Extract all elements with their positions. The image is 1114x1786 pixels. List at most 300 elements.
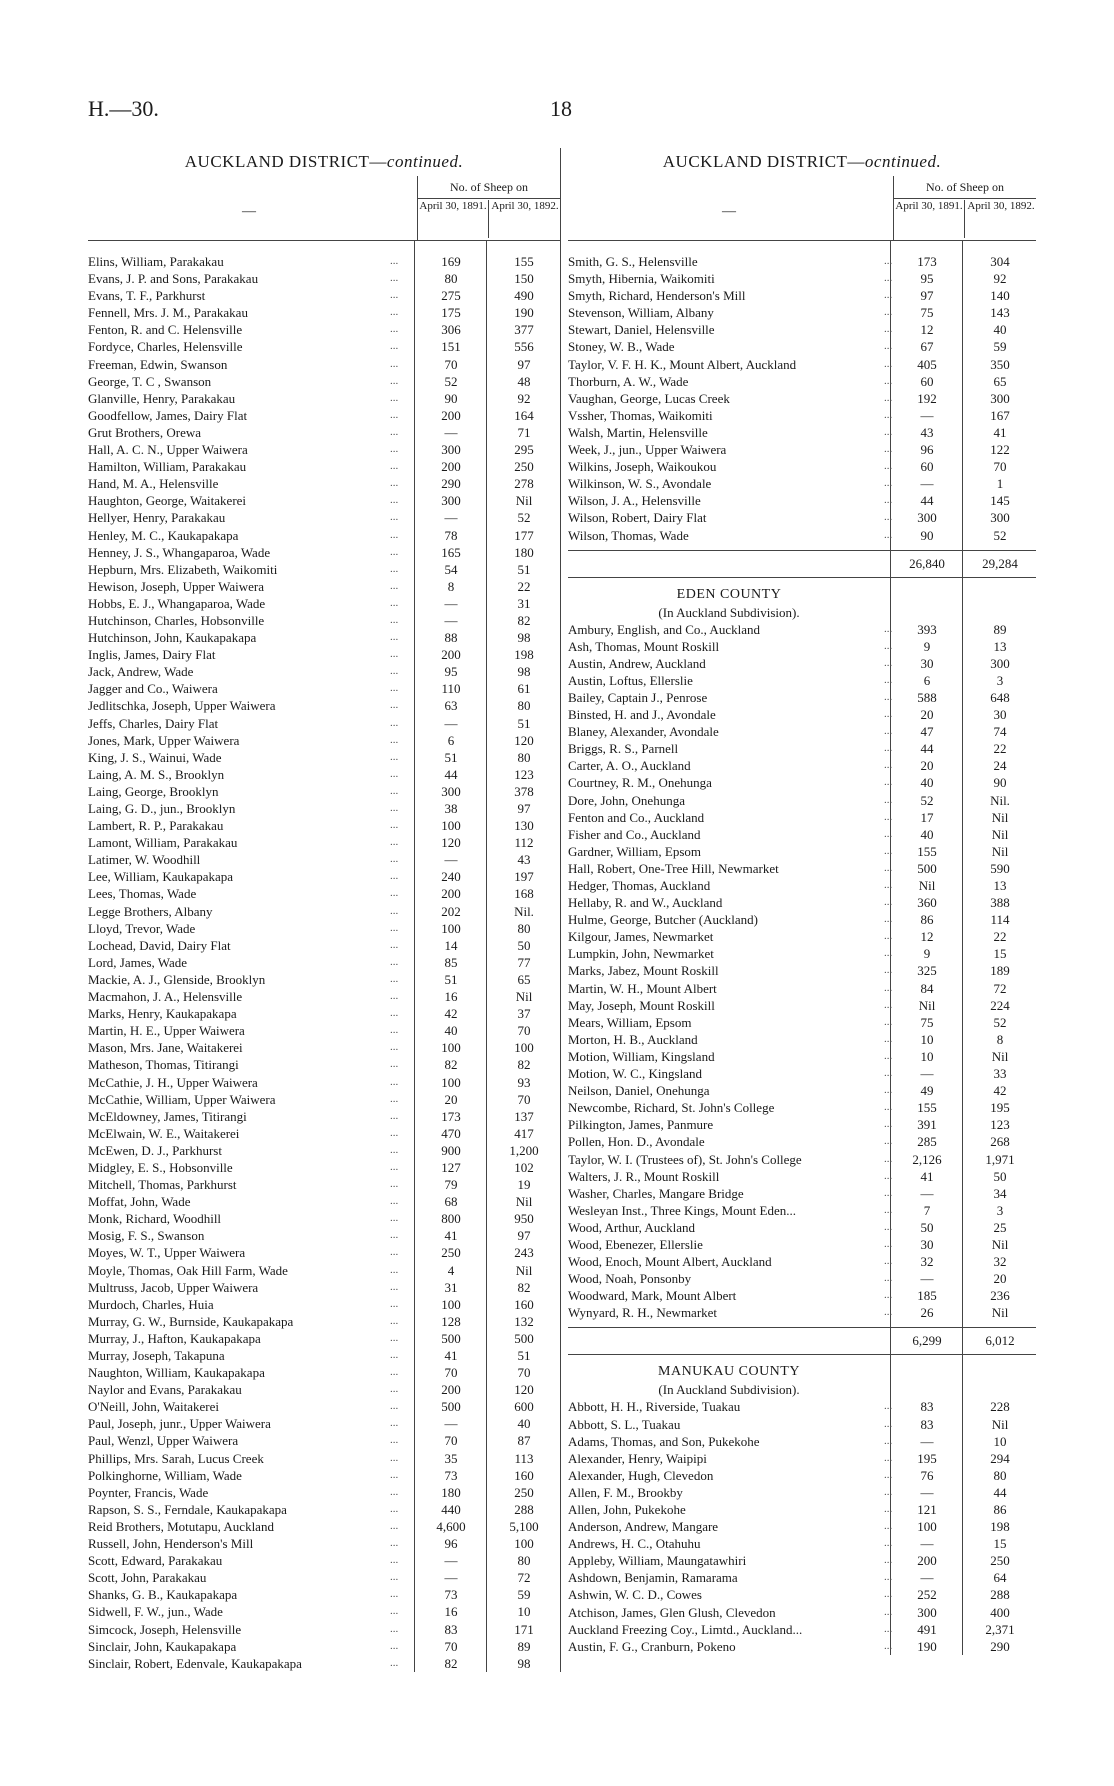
leader-dots: ... bbox=[390, 1143, 399, 1156]
leader-dots: ... bbox=[884, 1049, 893, 1062]
leader-dots: ... bbox=[390, 425, 399, 438]
sheep-1891: Nil bbox=[918, 878, 936, 893]
leader-dots: ... bbox=[884, 511, 893, 524]
sheep-1892: 65 bbox=[517, 971, 531, 987]
sheep-1891: 195 bbox=[917, 1450, 937, 1466]
right-table-body bbox=[568, 241, 1036, 1655]
leader-dots: ... bbox=[884, 1255, 893, 1268]
owner-name: Wood, Arthur, Auckland bbox=[568, 1219, 695, 1235]
sheep-1892: 80 bbox=[517, 698, 531, 714]
leader-dots: ... bbox=[390, 870, 399, 883]
table-row bbox=[88, 612, 560, 629]
sheep-1891: 100 bbox=[441, 1040, 461, 1056]
sheep-1891: 90 bbox=[444, 390, 458, 406]
sheep-1891: — bbox=[444, 715, 458, 731]
table-row bbox=[568, 1621, 1036, 1638]
right-column-title: AUCKLAND DISTRICT—ocntinued. bbox=[662, 152, 942, 171]
table-row bbox=[568, 475, 1036, 492]
owner-name: Auckland Freezing Coy., Limtd., Auckland... bbox=[568, 1621, 803, 1637]
sheep-1891: 49 bbox=[920, 1083, 934, 1099]
table-row bbox=[88, 834, 560, 851]
sheep-1892: 31 bbox=[517, 595, 531, 611]
sheep-1892: 70 bbox=[517, 1023, 531, 1039]
owner-name: Stewart, Daniel, Helensville bbox=[568, 322, 715, 338]
leader-dots: ... bbox=[390, 1126, 399, 1139]
sheep-1891: 41 bbox=[920, 1168, 934, 1184]
owner-name: Bailey, Captain J., Penrose bbox=[568, 689, 708, 705]
owner-name: Paul, Wenzl, Upper Waiwera bbox=[88, 1433, 239, 1449]
sheep-1891: 40 bbox=[920, 826, 934, 842]
table-row bbox=[88, 783, 560, 800]
owner-name: Pollen, Hon. D., Avondale bbox=[568, 1134, 705, 1150]
leader-dots: ... bbox=[390, 1451, 399, 1464]
table-row bbox=[568, 1398, 1036, 1415]
sheep-1891: 6 bbox=[923, 672, 931, 688]
sheep-1892: 123 bbox=[990, 1117, 1010, 1133]
leader-dots: ... bbox=[884, 844, 893, 857]
sheep-1891: 192 bbox=[917, 390, 937, 406]
table-row bbox=[568, 1450, 1036, 1467]
sheep-1891: 30 bbox=[920, 655, 934, 671]
leader-dots: ... bbox=[884, 673, 893, 686]
sheep-1892: 155 bbox=[514, 254, 534, 269]
sheep-1891: 70 bbox=[444, 356, 458, 372]
table-row bbox=[568, 877, 1036, 894]
owner-name: Freeman, Edwin, Swanson bbox=[88, 356, 228, 372]
leader-dots: ... bbox=[884, 690, 893, 703]
owner-name: Marks, Henry, Kaukapakapa bbox=[88, 1006, 237, 1022]
sheep-1892: 70 bbox=[517, 1091, 531, 1107]
leader-dots: ... bbox=[390, 1229, 399, 1242]
sheep-1891: 30 bbox=[920, 1236, 934, 1252]
table-row bbox=[568, 689, 1036, 706]
report-reference: H.—30. bbox=[88, 96, 159, 121]
owner-name: Week, J., jun., Upper Waiwera bbox=[568, 442, 727, 458]
sheep-1892: 250 bbox=[514, 1484, 534, 1500]
sheep-1891: 12 bbox=[920, 322, 934, 338]
eden-county-subtitle: (In Auckland Subdivision). bbox=[658, 604, 800, 620]
leader-dots: ... bbox=[884, 1537, 893, 1550]
sheep-1892: 15 bbox=[993, 1536, 1007, 1552]
sheep-count-header: No. of Sheep on April 30, 1891. April 30, 1892. bbox=[417, 176, 560, 240]
leader-dots: ... bbox=[884, 1186, 893, 1199]
leader-dots: ... bbox=[884, 998, 893, 1011]
leader-dots: ... bbox=[884, 793, 893, 806]
sheep-1892: 268 bbox=[990, 1134, 1010, 1150]
leader-dots: ... bbox=[884, 759, 893, 772]
table-row bbox=[568, 527, 1036, 544]
table-row bbox=[568, 356, 1036, 373]
sheep-1891: 300 bbox=[917, 1604, 937, 1620]
owner-name: Marks, Jabez, Mount Roskill bbox=[568, 963, 719, 979]
sheep-1891: — bbox=[920, 1536, 934, 1552]
leader-dots: ... bbox=[884, 861, 893, 874]
leader-dots: ... bbox=[390, 1417, 399, 1430]
sheep-1891: — bbox=[444, 424, 458, 440]
table-row bbox=[88, 287, 560, 304]
sheep-count-header: No. of Sheep on April 30, 1891. April 30, 1892. bbox=[893, 176, 1036, 240]
sheep-1891: 100 bbox=[917, 1519, 937, 1535]
sheep-1892: 140 bbox=[990, 288, 1010, 304]
owner-name: Matheson, Thomas, Titirangi bbox=[88, 1057, 239, 1073]
sheep-1892: 123 bbox=[514, 766, 534, 782]
owner-name: Martin, W. H., Mount Albert bbox=[568, 980, 717, 996]
sheep-1892: 71 bbox=[517, 424, 531, 440]
table-row bbox=[568, 1099, 1036, 1116]
table-row bbox=[88, 1210, 560, 1227]
table-row bbox=[88, 1569, 560, 1586]
sheep-1891: 202 bbox=[441, 903, 461, 919]
table-row bbox=[88, 1415, 560, 1432]
leader-dots: ... bbox=[884, 443, 893, 456]
sheep-1892: 2,371 bbox=[985, 1621, 1015, 1637]
sheep-1891: 200 bbox=[441, 1382, 461, 1398]
sheep-1891: 40 bbox=[920, 775, 934, 791]
table-row bbox=[88, 851, 560, 868]
owner-name: Blaney, Alexander, Avondale bbox=[568, 724, 719, 740]
owner-name: Inglis, James, Dairy Flat bbox=[88, 647, 216, 663]
leader-dots: ... bbox=[884, 391, 893, 404]
leader-dots: ... bbox=[390, 511, 399, 524]
sheep-1892: Nil. bbox=[514, 903, 534, 919]
sheep-1891: 500 bbox=[441, 1330, 461, 1346]
sheep-1892: 89 bbox=[993, 621, 1007, 637]
sheep-1892: 120 bbox=[514, 1382, 534, 1398]
table-row bbox=[568, 338, 1036, 355]
leader-dots: ... bbox=[390, 1622, 399, 1635]
owner-name: Hewison, Joseph, Upper Waiwera bbox=[88, 578, 264, 594]
sheep-1892: 122 bbox=[990, 442, 1010, 458]
owner-name: Scott, Edward, Parakakau bbox=[88, 1553, 223, 1569]
sheep-1891: 42 bbox=[444, 1006, 458, 1022]
leader-dots: ... bbox=[884, 1434, 893, 1447]
sheep-1891: 155 bbox=[917, 843, 937, 859]
table-row bbox=[88, 988, 560, 1005]
sheep-1891: 82 bbox=[444, 1655, 458, 1671]
sheep-1891: — bbox=[444, 1416, 458, 1432]
leader-dots: ... bbox=[884, 1451, 893, 1464]
sheep-1892: 100 bbox=[514, 1536, 534, 1552]
sheep-1892: 13 bbox=[993, 638, 1007, 654]
owner-name: Mitchell, Thomas, Parkhurst bbox=[88, 1177, 237, 1193]
table-row bbox=[568, 1501, 1036, 1518]
sheep-1891: — bbox=[444, 1553, 458, 1569]
table-row bbox=[568, 441, 1036, 458]
sheep-1891: 100 bbox=[441, 1296, 461, 1312]
owner-name: Taylor, W. I. (Trustees of), St. John's College bbox=[568, 1151, 802, 1167]
owner-name: Vaughan, George, Lucas Creek bbox=[568, 390, 730, 406]
sheep-1892: 52 bbox=[993, 1014, 1007, 1030]
owner-name: Moffat, John, Wade bbox=[88, 1194, 191, 1210]
owner-name: Pilkington, James, Panmure bbox=[568, 1117, 714, 1133]
leader-dots: ... bbox=[390, 784, 399, 797]
sheep-1891: 83 bbox=[920, 1399, 934, 1415]
table-row bbox=[88, 527, 560, 544]
sheep-1891: 128 bbox=[441, 1313, 461, 1329]
leader-dots: ... bbox=[390, 1024, 399, 1037]
owner-name: Evans, J. P. and Sons, Parakakau bbox=[88, 271, 259, 287]
table-row bbox=[568, 321, 1036, 338]
leader-dots: ... bbox=[390, 1400, 399, 1413]
table-row bbox=[568, 757, 1036, 774]
table-row bbox=[88, 1398, 560, 1415]
sheep-1892: Nil bbox=[515, 493, 533, 509]
sheep-1891: — bbox=[444, 595, 458, 611]
table-row bbox=[568, 373, 1036, 390]
leader-dots: ... bbox=[390, 887, 399, 900]
leader-dots: ... bbox=[390, 1502, 399, 1515]
sheep-1891: 85 bbox=[444, 954, 458, 970]
leader-dots: ... bbox=[884, 708, 893, 721]
table-row bbox=[568, 1638, 1036, 1655]
sheep-1891: 588 bbox=[917, 689, 937, 705]
leader-dots: ... bbox=[390, 596, 399, 609]
owner-name: Monk, Richard, Woodhill bbox=[88, 1211, 222, 1227]
page-number: 18 bbox=[550, 96, 572, 121]
leader-dots: ... bbox=[390, 1571, 399, 1584]
table-row bbox=[88, 1022, 560, 1039]
table-row bbox=[88, 373, 560, 390]
table-row bbox=[568, 1416, 1036, 1433]
table-row bbox=[88, 1432, 560, 1449]
table-row bbox=[568, 1552, 1036, 1569]
table-row bbox=[88, 492, 560, 509]
sheep-1892: 34 bbox=[993, 1185, 1007, 1201]
sheep-1892: 171 bbox=[514, 1621, 534, 1637]
sheep-1891: — bbox=[444, 510, 458, 526]
table-row bbox=[88, 1039, 560, 1056]
table-row bbox=[88, 561, 560, 578]
owner-name: Reid Brothers, Motutapu, Auckland bbox=[88, 1518, 274, 1534]
leader-dots: ... bbox=[884, 272, 893, 285]
sheep-1892: 490 bbox=[514, 288, 534, 304]
leader-dots: ... bbox=[884, 1015, 893, 1028]
sheep-1891: 200 bbox=[441, 886, 461, 902]
sheep-1891: 83 bbox=[920, 1416, 934, 1432]
sheep-1891: 173 bbox=[917, 254, 937, 269]
sheep-1891: 20 bbox=[444, 1091, 458, 1107]
manukau-county-subtitle: (In Auckland Subdivision). bbox=[658, 1382, 800, 1398]
owner-name: Sinclair, John, Kaukapakapa bbox=[88, 1638, 237, 1654]
sheep-1892: 130 bbox=[514, 818, 534, 834]
sheep-1892: 288 bbox=[990, 1587, 1010, 1603]
sheep-1892: 82 bbox=[517, 1279, 531, 1295]
owner-name: Woodward, Mark, Mount Albert bbox=[568, 1288, 737, 1304]
sheep-1891: 173 bbox=[441, 1108, 461, 1124]
sheep-1891: 20 bbox=[920, 758, 934, 774]
table-row bbox=[88, 1279, 560, 1296]
leader-dots: ... bbox=[390, 443, 399, 456]
leader-dots: ... bbox=[390, 836, 399, 849]
sheep-1892: 59 bbox=[993, 339, 1007, 355]
sheep-1891: 75 bbox=[920, 305, 934, 321]
table-row bbox=[88, 338, 560, 355]
owner-name: Hand, M. A., Helensville bbox=[88, 476, 219, 492]
owner-name: Midgley, E. S., Hobsonville bbox=[88, 1159, 233, 1175]
owner-name: McElwain, W. E., Waitakerei bbox=[88, 1125, 240, 1141]
leader-dots: ... bbox=[390, 733, 399, 746]
sheep-1892: 168 bbox=[514, 886, 534, 902]
leader-dots: ... bbox=[884, 1400, 893, 1413]
owner-name: Hellyer, Henry, Parakakau bbox=[88, 510, 226, 526]
owner-name: George, T. C , Swanson bbox=[88, 373, 212, 389]
owner-name: Elins, William, Parakakau bbox=[88, 254, 224, 269]
owner-name: Lees, Thomas, Wade bbox=[88, 886, 197, 902]
table-row bbox=[568, 304, 1036, 321]
owner-name: Polkinghorne, William, Wade bbox=[88, 1467, 242, 1483]
table-row bbox=[88, 1193, 560, 1210]
sheep-1891: 6 bbox=[447, 732, 455, 748]
table-row bbox=[88, 1535, 560, 1552]
table-row bbox=[568, 1082, 1036, 1099]
sheep-1891: 14 bbox=[444, 937, 458, 953]
owner-name: Hall, A. C. N., Upper Waiwera bbox=[88, 442, 248, 458]
owner-name: Wesleyan Inst., Three Kings, Mount Eden... bbox=[568, 1202, 796, 1218]
owner-name: Newcombe, Richard, St. John's College bbox=[568, 1100, 775, 1116]
sheep-1891: 200 bbox=[917, 1553, 937, 1569]
leader-dots: ... bbox=[390, 1468, 399, 1481]
sheep-1891: — bbox=[920, 1570, 934, 1586]
sheep-1892: 87 bbox=[517, 1433, 531, 1449]
sheep-1892: 77 bbox=[517, 954, 531, 970]
leader-dots: ... bbox=[884, 1417, 893, 1430]
sheep-1891: 500 bbox=[441, 1399, 461, 1415]
owner-name: Lumpkin, John, Newmarket bbox=[568, 946, 714, 962]
sheep-1892: 51 bbox=[517, 715, 531, 731]
sheep-1892: 198 bbox=[514, 647, 534, 663]
leader-dots: ... bbox=[884, 913, 893, 926]
owner-name: Sidwell, F. W., jun., Wade bbox=[88, 1604, 223, 1620]
leader-dots: ... bbox=[884, 964, 893, 977]
leader-dots: ... bbox=[390, 340, 399, 353]
sheep-1891: 86 bbox=[920, 912, 934, 928]
sheep-1891: 155 bbox=[917, 1100, 937, 1116]
sheep-1892: 30 bbox=[993, 707, 1007, 723]
sheep-1892: 177 bbox=[514, 527, 534, 543]
table-row bbox=[88, 1296, 560, 1313]
owner-name: Hutchinson, John, Kaukapakapa bbox=[88, 630, 257, 646]
sheep-1892: 82 bbox=[517, 1057, 531, 1073]
table-row bbox=[568, 1185, 1036, 1202]
table-row bbox=[568, 997, 1036, 1014]
sheep-1892: 195 bbox=[990, 1100, 1010, 1116]
table-row bbox=[568, 1586, 1036, 1603]
leader-dots: ... bbox=[390, 1041, 399, 1054]
owner-name: Wilson, Robert, Dairy Flat bbox=[568, 510, 707, 526]
sheep-1891: 300 bbox=[917, 510, 937, 526]
sheep-1891: 51 bbox=[444, 971, 458, 987]
sheep-1892: 300 bbox=[990, 390, 1010, 406]
owner-name: Allen, John, Pukekohe bbox=[568, 1502, 686, 1517]
sheep-1892: 250 bbox=[990, 1553, 1010, 1569]
owner-name: Anderson, Andrew, Mangare bbox=[568, 1519, 719, 1535]
table-row bbox=[568, 1219, 1036, 1236]
table-row bbox=[88, 663, 560, 680]
sheep-1892: 82 bbox=[517, 612, 531, 628]
leader-dots: ... bbox=[884, 1588, 893, 1601]
owner-name: May, Joseph, Mount Roskill bbox=[568, 997, 715, 1013]
table-row bbox=[568, 1151, 1036, 1168]
table-row bbox=[88, 1313, 560, 1330]
leader-dots: ... bbox=[390, 1246, 399, 1259]
leader-dots: ... bbox=[390, 477, 399, 490]
table-row bbox=[88, 732, 560, 749]
sheep-1892: 600 bbox=[514, 1399, 534, 1415]
table-row bbox=[568, 1518, 1036, 1535]
owner-name: Fenton, R. and C. Helensville bbox=[88, 322, 243, 338]
auckland-subtotal: 26,840 29,284 bbox=[568, 550, 1036, 578]
leader-dots: ... bbox=[390, 306, 399, 319]
leader-dots: ... bbox=[884, 622, 893, 635]
sheep-1891: 127 bbox=[441, 1159, 461, 1175]
table-row bbox=[568, 962, 1036, 979]
leader-dots: ... bbox=[884, 1220, 893, 1233]
sheep-1892: 22 bbox=[993, 929, 1007, 945]
table-row bbox=[88, 1484, 560, 1501]
table-row bbox=[568, 928, 1036, 945]
sheep-1891: 440 bbox=[441, 1501, 461, 1517]
table-row bbox=[568, 1484, 1036, 1501]
sheep-1891: — bbox=[444, 1570, 458, 1586]
sheep-1891: 31 bbox=[444, 1279, 458, 1295]
sheep-1892: 300 bbox=[990, 655, 1010, 671]
table-row bbox=[88, 356, 560, 373]
table-row bbox=[88, 903, 560, 920]
sheep-1892: 198 bbox=[990, 1519, 1010, 1535]
owner-name: Smyth, Hibernia, Waikomiti bbox=[568, 271, 715, 287]
sheep-1892: 197 bbox=[514, 869, 534, 885]
sheep-1891: 43 bbox=[920, 424, 934, 440]
owner-name: Sinclair, Robert, Edenvale, Kaukapakapa bbox=[88, 1655, 302, 1671]
leader-dots: ... bbox=[390, 494, 399, 507]
sheep-1891: 290 bbox=[441, 476, 461, 492]
sheep-1892: 64 bbox=[993, 1570, 1007, 1586]
owner-name: Poynter, Francis, Wade bbox=[88, 1484, 209, 1500]
sheep-1891: 67 bbox=[920, 339, 934, 355]
owner-name: Neilson, Daniel, Onehunga bbox=[568, 1083, 710, 1099]
leader-dots: ... bbox=[884, 1272, 893, 1285]
manukau-county-title: MANUKAU COUNTY bbox=[658, 1364, 800, 1380]
owner-name: Murray, J., Hafton, Kaukapakapa bbox=[88, 1330, 261, 1346]
table-row bbox=[568, 1168, 1036, 1185]
sheep-1891: 76 bbox=[920, 1467, 934, 1483]
owner-name: Lee, William, Kaukapakapa bbox=[88, 869, 234, 885]
sheep-1892: Nil bbox=[515, 1262, 533, 1278]
leader-dots: ... bbox=[390, 665, 399, 678]
sheep-1891: 391 bbox=[917, 1117, 937, 1133]
table-row bbox=[88, 1244, 560, 1261]
table-row bbox=[568, 1116, 1036, 1133]
sheep-1892: 160 bbox=[514, 1296, 534, 1312]
sheep-1891: 97 bbox=[920, 288, 934, 304]
leader-dots: ... bbox=[390, 767, 399, 780]
owner-name: Jagger and Co., Waiwera bbox=[88, 681, 218, 697]
leader-dots: ... bbox=[390, 613, 399, 626]
table-row bbox=[88, 715, 560, 732]
leader-dots: ... bbox=[390, 1297, 399, 1310]
sheep-1892: Nil bbox=[991, 1236, 1009, 1252]
table-row bbox=[88, 1074, 560, 1091]
sheep-1892: 97 bbox=[517, 356, 531, 372]
leader-dots: ... bbox=[884, 289, 893, 302]
leader-dots: ... bbox=[884, 1306, 893, 1319]
sheep-1891: 120 bbox=[441, 835, 461, 851]
owner-name: Naylor and Evans, Parakakau bbox=[88, 1382, 242, 1398]
sheep-1891: 275 bbox=[441, 288, 461, 304]
owner-name: Adams, Thomas, and Son, Pukekohe bbox=[568, 1433, 760, 1449]
table-row bbox=[568, 1236, 1036, 1253]
sheep-1891: 88 bbox=[444, 630, 458, 646]
